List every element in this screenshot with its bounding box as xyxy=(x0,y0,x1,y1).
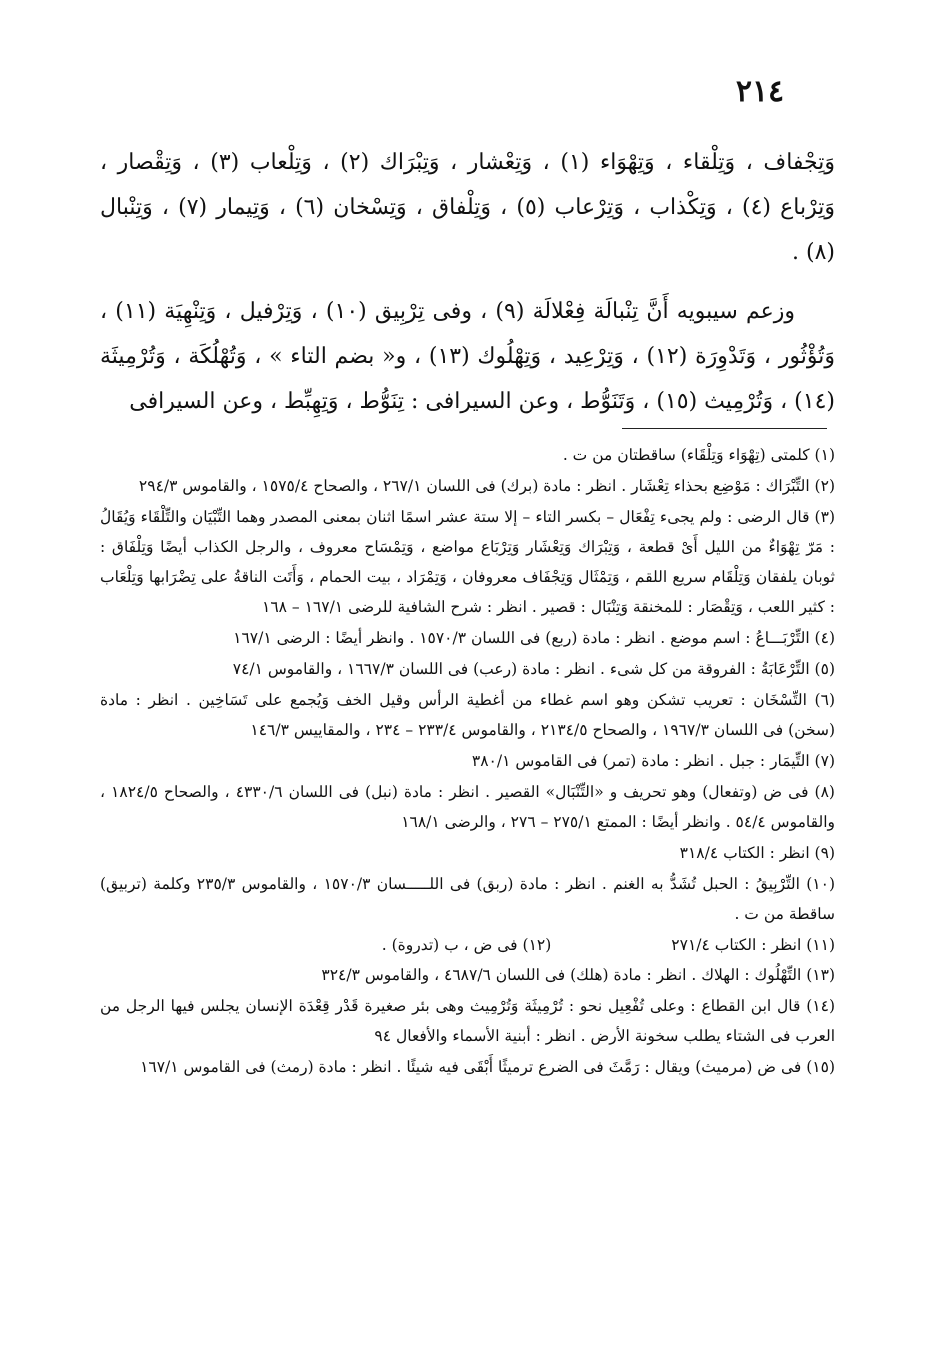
footnote-8: (٨) فى ض (وتفعال) وهو تحريف و «التِّنْبَال» القصير . انظر : مادة (نبل) فى اللسان ٤٣٣٠/٦ ، والصحاح ١٨٢٤/٥ ، والقاموس ٥٤/٤ . وانظر أيضًا : الممتع ٢٧٥/١ – ٢٧٦ ، والرضى ١٦٨/١ xyxy=(100,783,835,831)
footnote-4: (٤) التِّرْبَـــاعُ : اسم موضع . انظر : مادة (ربع) فى اللسان ١٥٧٠/٣ . وانظر أيضًا : الرضى ١٦٧/١ xyxy=(233,629,835,647)
footnote-1: (١) كلمتى (تِهْوَاء وَتِلْقَاء) ساقطتان من ت . xyxy=(562,446,835,464)
footnote-9: (٩) انظر : الكتاب ٣١٨/٤ xyxy=(679,844,835,862)
footnote-7: (٧) التِّيمَار : جبل . انظر : مادة (تمر) فى القاموس ٣٨٠/١ xyxy=(471,752,835,770)
footnotes xyxy=(100,440,835,1083)
footnote-2: (٢) التِّبْرَاك : مَوْضِع بحذاء تِعْشَار . انظر : مادة (برك) فى اللسان ٢٦٧/١ ، والصحاح ١٥٧٥/٤ ، والقاموس ٢٩٤/٣ xyxy=(138,477,835,495)
footnote-3: (٣) قال الرضى : ولم يجىء تِفْعَال – بكسر التاء – إلا ستة عشر اسمًا اثنان بمعنى المصدر وهما التِّبْيَان والتِّلْقَاء وَيُقَالُ : مَرّ تِهْوَاءٌ من الليل أَىْ قطعة ، وَتِبْرَاك وَتِعْشَار وَتِرْبَاع مواضع ، وَتِمْسَاح معروف ، والرجل الكذاب أيضًا وَتِلْفَاق : ثوبان يلفقان وَتِلْقَام سريع اللقم ، وَتِمْثَال وَتِجْفَاف معروفان ، وَتِمْرَاد ، بيت الحمام ، وَأَتَت الناقةُ على تِضْرَابها وَتِلْعَاب : كثير اللعب ، وَتِقْصَار : للمخنقة وَتِنْبَال : قصير . انظر : شرح الشافية للرضى ١٦٧/١ – ١٦٨ xyxy=(100,508,835,616)
footnote-15: (١٥) فى ض (مرميث) ويقال : رَمَّثَ فى الضرع ترميثًا أَبْقَى فيه شيئًا . انظر : مادة (رمث) فى القاموس ١٦٧/١ xyxy=(140,1058,835,1076)
footnote-13: (١٣) التِّهْلُوك : الهلاك . انظر : مادة (هلك) فى اللسان ٤٦٨٧/٦ ، والقاموس ٣٢٤/٣ xyxy=(321,966,835,984)
footnote-pair xyxy=(100,930,835,960)
main-paragraph: وَتِجْفاف ، وَتِلْقاء ، وَتِهْوَاء (١) ، وَتِعْشار ، وَتِبْرَاك (٢) ، وَتِلْعاب (٣) ، وَتِقْصار ، وَتِرْباع (٤) ، وَتِكْذاب ، وَتِرْعاب (٥) ، وَتِلْفاق ، وَتِسْخان (٦) ، وَتِيمار (٧) ، وَتِنْبال (٨) . xyxy=(100,150,835,265)
footnote-separator xyxy=(622,428,827,429)
footnote-5: (٥) التِّرْعَابَةُ : الفروقة من كل شىء . انظر : مادة (رعب) فى اللسان ١٦٦٧/٣ ، والقاموس ٧٤/١ xyxy=(232,660,835,678)
footnote-10: (١٠) التِّرْبِيقُ : الحبل تُشَدُّ به الغنم . انظر : مادة (ربق) فى اللـــــسان ١٥٧٠/٣ ، والقاموس ٢٣٥/٣ وكلمة (تربيق) ساقطة من ت . xyxy=(100,875,836,923)
footnote-11: (١١) انظر : الكتاب ٢٧١/٤ xyxy=(671,936,835,954)
page-number: ٢١٤ xyxy=(735,74,785,109)
main-text xyxy=(100,140,835,432)
main-paragraph: وزعم سيبويه أَنَّ تِنْبالَة فِعْلالَة (٩) ، وفى تِرْبِيق (١٠) ، وَتِرْفيل ، وَتِنْهِيَة (١١) ، وَتُؤْثُور ، وَتَدْوِرَة (١٢) ، وَتِرْعِيد ، وَتِهْلُوك (١٣) ، و« بضم التاء » ، وَتُهْلُكَة ، وَتُرْمِيثَة (١٤) ، وَتُرْمِيث (١٥) ، وَتَنَوُّط ، وعن السيرافى : تِنَوُّط ، وَتِهِبِّط ، وعن السيرافى xyxy=(100,299,835,414)
footnote-14: (١٤) قال ابن القطاع : وعلى تُفْعِيل نحو : تُرْمِيثَة وَتُرْمِيث وهى بئر صغيرة قَدْر قِعْدَة الإنسان يجلس فيها الرجل من العرب فى الشتاء يطلب سخونة الأرض . انظر : أبنية الأسماء والأفعال ٩٤ xyxy=(100,997,835,1045)
footnote-12: (١٢) فى ض ، ب (تدروة) . xyxy=(381,936,552,954)
footnote-6: (٦) التِّسْخَان : تعريب تشكن وهو اسم غطاء من أغطية الرأس وقيل الخف وَيُجمع على تَسَاخِين . انظر : مادة (سخن) فى اللسان ١٩٦٧/٣ ، والصحاح ٢١٣٤/٥ ، والقاموس ٢٣٣/٤ – ٢٣٤ ، والمقاييس ١٤٦/٣ xyxy=(100,691,835,739)
